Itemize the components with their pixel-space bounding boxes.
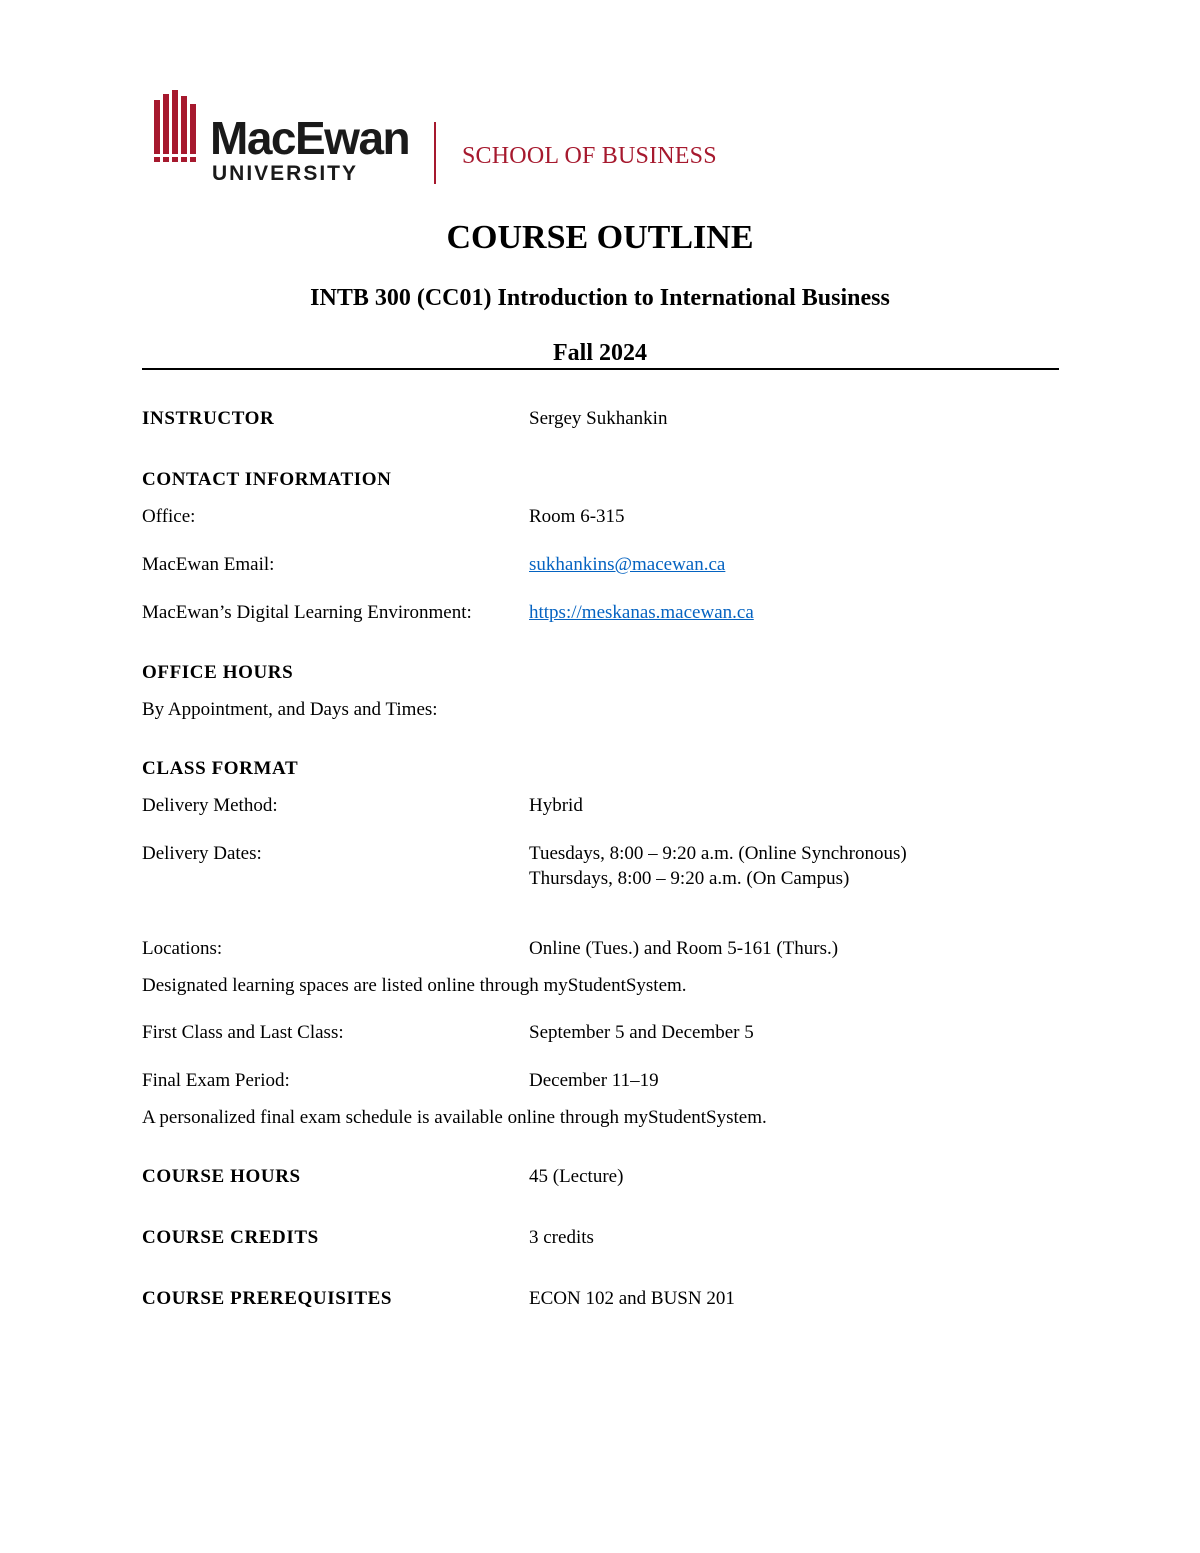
delivery-method-label: Delivery Method:	[142, 795, 278, 816]
course-credits-value: 3 credits	[529, 1227, 594, 1248]
instructor-heading: INSTRUCTOR	[142, 408, 275, 429]
instructor-name: Sergey Sukhankin	[529, 408, 668, 429]
prerequisites-value: ECON 102 and BUSN 201	[529, 1288, 735, 1309]
course-hours-heading: COURSE HOURS	[142, 1166, 301, 1187]
office-label: Office:	[142, 506, 196, 527]
contact-heading: CONTACT INFORMATION	[142, 469, 392, 490]
delivery-dates-line2: Thursdays, 8:00 – 9:20 a.m. (On Campus)	[529, 868, 850, 889]
class-format-heading: CLASS FORMAT	[142, 758, 299, 779]
locations-label: Locations:	[142, 938, 223, 959]
title-divider	[142, 368, 1059, 370]
first-last-class-value: September 5 and December 5	[529, 1022, 754, 1043]
logo-school-name: SCHOOL OF BUSINESS	[462, 143, 717, 169]
delivery-dates-line1: Tuesdays, 8:00 – 9:20 a.m. (Online Synchronous)	[529, 843, 907, 864]
delivery-dates-label: Delivery Dates:	[142, 843, 262, 864]
course-hours-value: 45 (Lecture)	[529, 1166, 624, 1187]
first-last-class-label: First Class and Last Class:	[142, 1022, 344, 1043]
university-logo	[152, 90, 752, 190]
delivery-method-value: Hybrid	[529, 795, 583, 816]
office-value: Room 6-315	[529, 506, 625, 527]
document-title: COURSE OUTLINE	[446, 219, 754, 256]
logo-divider	[434, 122, 436, 184]
dle-label: MacEwan’s Digital Learning Environment:	[142, 602, 472, 623]
locations-value: Online (Tues.) and Room 5-161 (Thurs.)	[529, 938, 839, 959]
final-exam-label: Final Exam Period:	[142, 1070, 290, 1091]
final-exam-note: A personalized final exam schedule is available online through myStudentSystem.	[142, 1107, 767, 1128]
prerequisites-heading: COURSE PREREQUISITES	[142, 1288, 393, 1309]
office-hours-text: By Appointment, and Days and Times:	[142, 699, 438, 720]
dle-link[interactable]: https://meskanas.macewan.ca	[529, 602, 754, 623]
email-label: MacEwan Email:	[142, 554, 275, 575]
macewan-tower-logo-icon	[152, 90, 202, 168]
logo-university-name: MacEwan	[210, 112, 410, 164]
course-title: INTB 300 (CC01) Introduction to International Business	[310, 285, 890, 311]
office-hours-heading: OFFICE HOURS	[142, 662, 294, 683]
logo-university-word: UNIVERSITY	[212, 162, 359, 185]
course-credits-heading: COURSE CREDITS	[142, 1227, 319, 1248]
course-term: Fall 2024	[553, 340, 647, 366]
locations-note: Designated learning spaces are listed online through myStudentSystem.	[142, 975, 687, 996]
email-link[interactable]: sukhankins@macewan.ca	[529, 554, 726, 575]
final-exam-value: December 11–19	[529, 1070, 659, 1091]
